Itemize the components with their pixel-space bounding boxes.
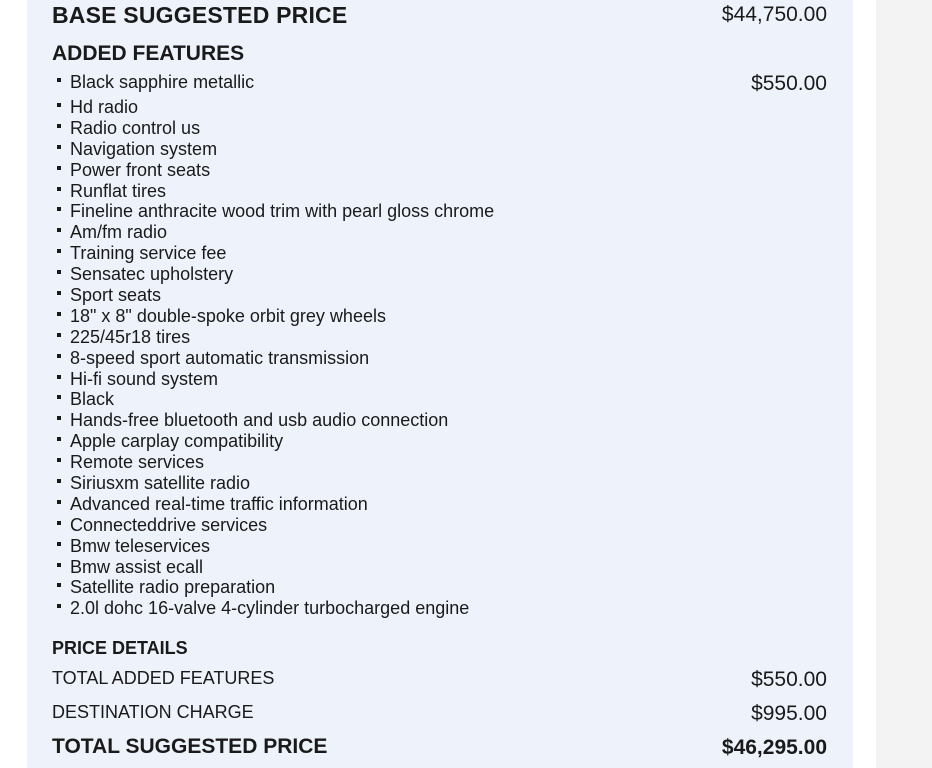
total-suggested-price-value: $46,295.00 (721, 736, 827, 759)
page-margin (876, 0, 932, 768)
feature-item: Power front seats (56, 160, 494, 181)
feature-item: Training service fee (56, 243, 494, 264)
feature-item: Black sapphire metallic (56, 72, 494, 97)
feature-price-value: $550.00 (751, 72, 827, 95)
feature-item: Am/fm radio (56, 222, 494, 243)
feature-item: Bmw teleservices (56, 536, 494, 557)
feature-item: Remote services (56, 452, 494, 473)
feature-item: Siriusxm satellite radio (56, 473, 494, 494)
added-features-heading: ADDED FEATURES (52, 42, 245, 65)
feature-item: Satellite radio preparation (56, 577, 494, 598)
base-price-heading: BASE SUGGESTED PRICE (52, 2, 348, 28)
destination-charge-value: $995.00 (751, 702, 827, 725)
feature-item: Apple carplay compatibility (56, 431, 494, 452)
feature-item: Hi-fi sound system (56, 369, 494, 390)
total-suggested-price-label: TOTAL SUGGESTED PRICE (52, 735, 328, 758)
feature-item: 18" x 8" double-spoke orbit grey wheels (56, 306, 494, 327)
feature-item: 8-speed sport automatic transmission (56, 348, 494, 369)
feature-item: Navigation system (56, 139, 494, 160)
feature-item: Sport seats (56, 285, 494, 306)
total-added-features-value: $550.00 (751, 668, 827, 691)
feature-item: Sensatec upholstery (56, 264, 494, 285)
feature-item: 2.0l dohc 16-valve 4-cylinder turbocharged engine (56, 598, 494, 619)
total-added-features-label: TOTAL ADDED FEATURES (52, 668, 275, 688)
feature-item: Fineline anthracite wood trim with pearl gloss chrome (56, 201, 494, 222)
destination-charge-label: DESTINATION CHARGE (52, 702, 254, 722)
feature-item: Bmw assist ecall (56, 557, 494, 578)
feature-item: Radio control us (56, 118, 494, 139)
feature-item: Hands-free bluetooth and usb audio connection (56, 410, 494, 431)
feature-item: Connecteddrive services (56, 515, 494, 536)
base-price-value: $44,750.00 (721, 3, 827, 26)
feature-item: Black (56, 389, 494, 410)
price-details-heading: PRICE DETAILS (52, 638, 188, 658)
feature-item: Runflat tires (56, 181, 494, 202)
feature-item: 225/45r18 tires (56, 327, 494, 348)
feature-item: Hd radio (56, 97, 494, 118)
feature-item: Advanced real-time traffic information (56, 494, 494, 515)
added-features-list (56, 72, 494, 619)
